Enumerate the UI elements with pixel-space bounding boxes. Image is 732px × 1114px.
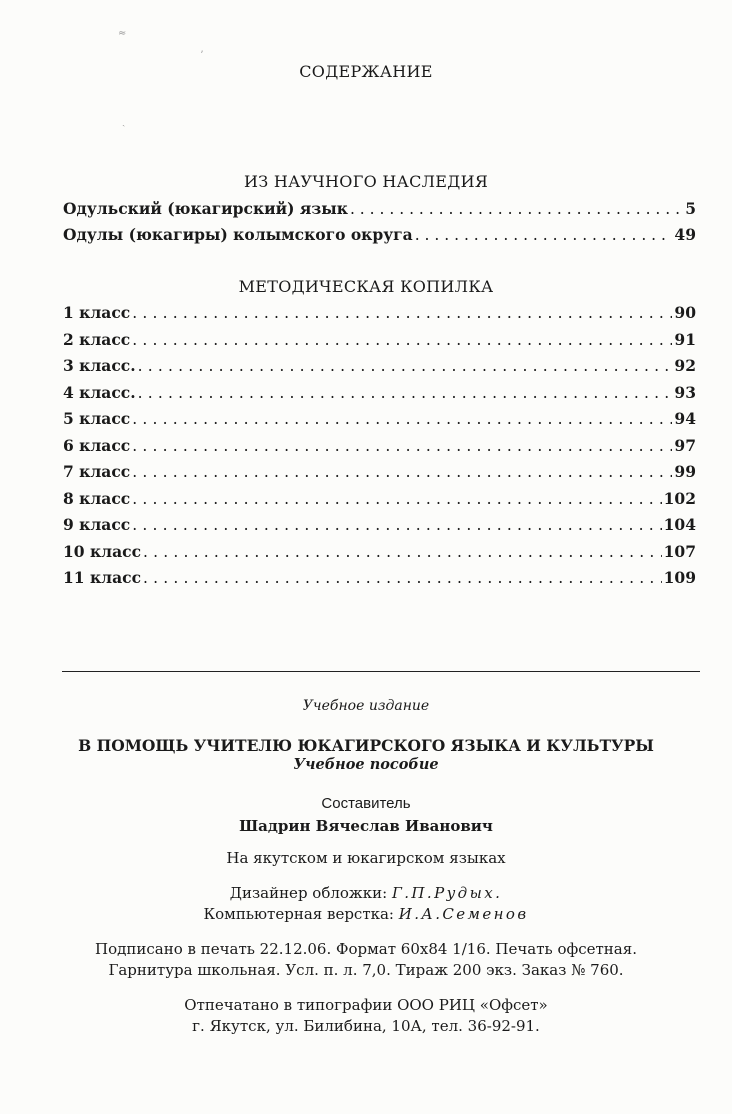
toc-entry-title: 1 класс bbox=[63, 303, 131, 322]
toc-entry[interactable] bbox=[63, 380, 696, 407]
edition-type: Учебное издание bbox=[302, 698, 430, 714]
toc-entry[interactable] bbox=[63, 222, 696, 248]
toc-entry[interactable] bbox=[63, 300, 696, 327]
toc-entry-page: 49 bbox=[674, 225, 696, 244]
toc-entry-title: 3 класс. bbox=[63, 356, 136, 375]
toc-entry-page: 107 bbox=[663, 541, 696, 561]
layout-credit bbox=[0, 905, 732, 923]
cover-designer-credit bbox=[0, 884, 732, 902]
toc-entry-title: 2 класс bbox=[63, 329, 131, 349]
toc-entry-title: 10 класс bbox=[63, 541, 142, 561]
toc-entry-page: 99 bbox=[674, 462, 696, 481]
cover-designer-name: Г.П.Рудых. bbox=[391, 884, 503, 902]
toc-entry-title: 7 класс bbox=[63, 462, 131, 481]
toc-entry-title: Одульский (юкагирский) язык bbox=[63, 199, 348, 218]
toc-entry-page: 104 bbox=[663, 515, 696, 534]
toc-entry-page: 5 bbox=[685, 199, 696, 218]
toc-entry-page: 94 bbox=[674, 409, 696, 428]
section-heading: ИЗ НАУЧНОГО НАСЛЕДИЯ bbox=[243, 172, 489, 191]
toc-entry-page: 97 bbox=[674, 435, 696, 455]
toc-entry[interactable] bbox=[63, 327, 696, 354]
dot-leader bbox=[143, 565, 662, 592]
dot-leader bbox=[350, 196, 683, 222]
print-details-line: Подписано в печать 22.12.06. Формат 60x84 1/16. Печать офсетная. bbox=[95, 940, 637, 958]
cover-designer-label: Дизайнер обложки: bbox=[229, 884, 388, 902]
contents-title: СОДЕРЖАНИЕ bbox=[299, 62, 433, 81]
toc-entry-title: 6 класс bbox=[63, 435, 131, 455]
toc-entry-page: 92 bbox=[674, 356, 696, 375]
dot-leader bbox=[132, 433, 672, 460]
toc-entry-page: 109 bbox=[663, 568, 696, 587]
section-heading: МЕТОДИЧЕСКАЯ КОПИЛКА bbox=[238, 277, 494, 296]
toc-entry-title: 11 класс bbox=[63, 568, 142, 587]
printer-address-line: г. Якутск, ул. Билибина, 10А, тел. 36-92-91. bbox=[192, 1017, 540, 1035]
dot-leader bbox=[132, 486, 661, 513]
scan-mark: ʼ bbox=[200, 50, 204, 61]
scan-mark: ˏ bbox=[122, 116, 126, 127]
dot-leader bbox=[132, 406, 672, 433]
toc-entry-page: 102 bbox=[663, 488, 696, 508]
toc-section-methods bbox=[63, 300, 696, 592]
printer-info-line: Отпечатано в типографии ООО РИЦ «Офсет» bbox=[184, 996, 548, 1014]
toc-entry-title: 9 класс bbox=[63, 515, 131, 534]
dot-leader bbox=[138, 380, 673, 407]
toc-entry[interactable] bbox=[63, 353, 696, 380]
dot-leader bbox=[138, 353, 673, 380]
compiler-name: Шадрин Вячеслав Иванович bbox=[239, 817, 493, 835]
dot-leader bbox=[132, 327, 672, 354]
dot-leader bbox=[132, 459, 672, 486]
book-title: В ПОМОЩЬ УЧИТЕЛЮ ЮКАГИРСКОГО ЯЗЫКА И КУЛЬТУРЫ bbox=[78, 736, 654, 755]
layout-label: Компьютерная верстка: bbox=[203, 905, 394, 923]
languages-note: На якутском и юкагирском языках bbox=[226, 849, 506, 867]
dot-leader bbox=[143, 539, 662, 566]
print-details-line: Гарнитура школьная. Усл. п. л. 7,0. Тираж 200 экз. Заказ № 760. bbox=[108, 961, 624, 979]
toc-entry[interactable] bbox=[63, 433, 696, 460]
dot-leader bbox=[132, 300, 672, 327]
toc-entry[interactable] bbox=[63, 565, 696, 592]
toc-entry-page: 93 bbox=[674, 382, 696, 402]
toc-entry-page: 90 bbox=[674, 303, 696, 322]
layout-name: И.А.Семенов bbox=[398, 905, 529, 923]
book-subtitle: Учебное пособие bbox=[293, 756, 439, 773]
toc-section-heritage bbox=[63, 196, 696, 248]
toc-entry-title: 5 класс bbox=[63, 409, 131, 428]
toc-entry[interactable] bbox=[63, 406, 696, 433]
toc-entry[interactable] bbox=[63, 486, 696, 513]
scan-mark: ≈ bbox=[118, 28, 127, 39]
toc-entry[interactable] bbox=[63, 196, 696, 222]
compiler-label: Составитель bbox=[321, 795, 411, 812]
toc-entry-title: 4 класс. bbox=[63, 382, 136, 402]
toc-entry[interactable] bbox=[63, 459, 696, 486]
toc-entry-title: Одулы (юкагиры) колымского округа bbox=[63, 225, 413, 244]
toc-entry-page: 91 bbox=[674, 329, 696, 349]
toc-entry[interactable] bbox=[63, 539, 696, 566]
toc-entry-title: 8 класс bbox=[63, 488, 131, 508]
toc-entry[interactable] bbox=[63, 512, 696, 539]
dot-leader bbox=[415, 222, 673, 248]
dot-leader bbox=[132, 512, 661, 539]
section-divider bbox=[62, 671, 700, 672]
